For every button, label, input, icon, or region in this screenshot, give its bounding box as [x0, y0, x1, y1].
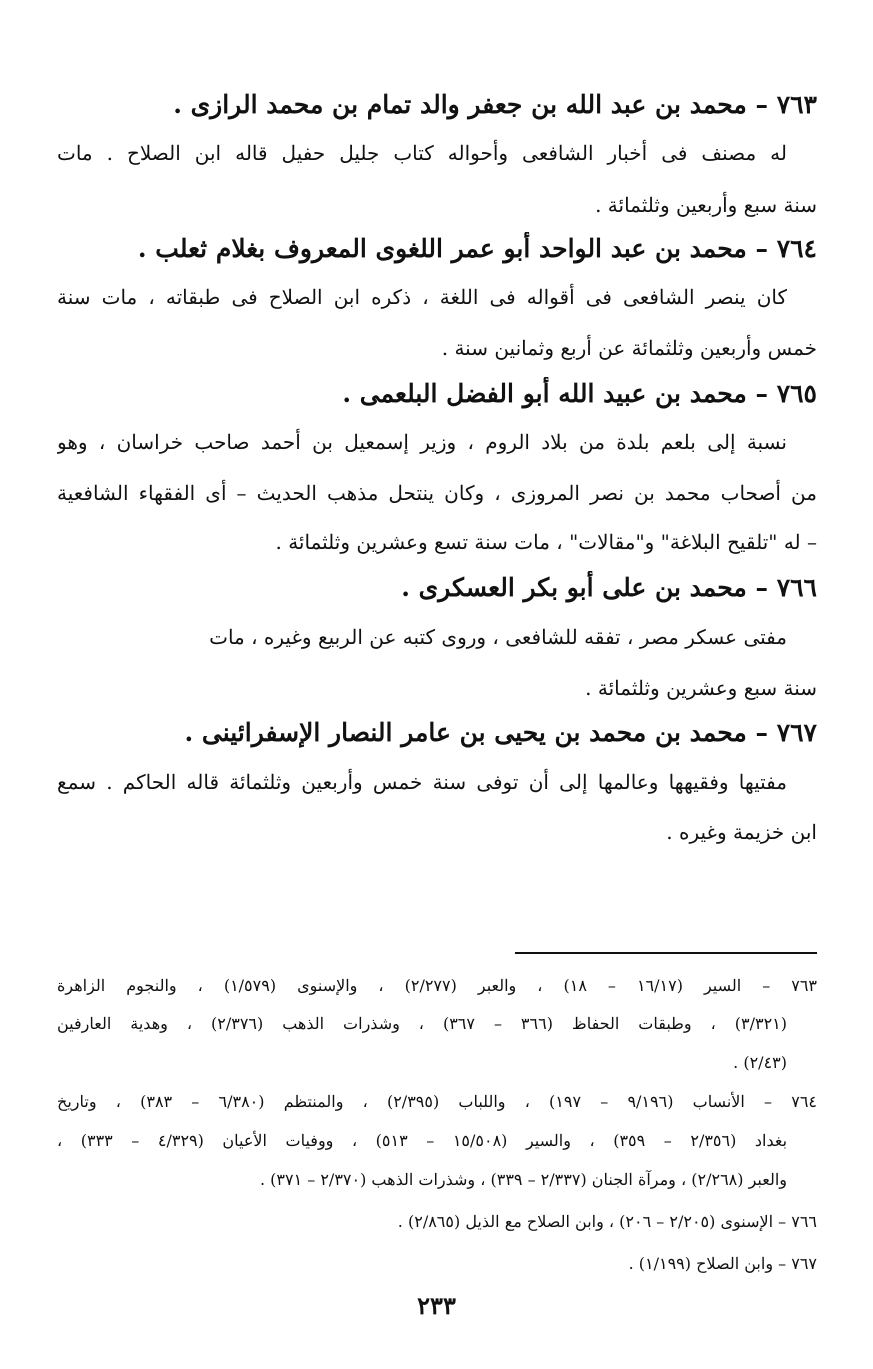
footnote-line: بغداد (٢/٣٥٦ – ٣٥٩) ، والسير (١٥/٥٠٨ – ٥١٣) ، ووفيات الأعيان (٤/٣٢٩ – ٣٣٣) ، — [57, 1131, 787, 1150]
entry-text-line: نسبة إلى بلعم بلدة من بلاد الروم ، وزير إسمعيل بن أحمد صاحب خراسان ، وهو — [57, 430, 787, 454]
page-number: ٢٣٣ — [417, 1291, 456, 1320]
footnote-line: ٧٦٦ – الإسنوى (٢/٢٠٥ – ٢٠٦) ، وابن الصلاح مع الذيل (٢/٨٦٥) . — [397, 1212, 817, 1231]
entry-text-line: من أصحاب محمد بن نصر المروزى ، وكان ينتحل مذهب الحديث – أى الفقهاء الشافعية — [57, 481, 817, 505]
footnote-line: ٧٦٧ – وابن الصلاح (١/١٩٩) . — [628, 1254, 817, 1273]
entry-text-line: خمس وأربعين وثلثمائة عن أربع وثمانين سنة . — [441, 336, 817, 360]
entry-text-line: كان ينصر الشافعى فى أقواله فى اللغة ، ذكره ابن الصلاح فى طبقاته ، مات سنة — [57, 285, 787, 309]
footnote-line: (٣/٣٢١) ، وطبقات الحفاظ (٣٦٦ – ٣٦٧) ، وشذرات الذهب (٢/٣٧٦) ، وهدية العارفين — [57, 1014, 787, 1033]
footnote-line: ٧٦٤ – الأنساب (٩/١٩٦ – ١٩٧) ، واللباب (٢/٣٩٥) ، والمنتظم (٦/٣٨٠ – ٣٨٣) ، وتاريخ — [57, 1092, 817, 1111]
entry-title: ٧٦٧ – محمد بن محمد بن يحيى بن عامر النصار الإسفرائينى . — [184, 718, 817, 747]
footnote-separator — [515, 952, 817, 954]
entry-title: ٧٦٦ – محمد بن على أبو بكر العسكرى . — [401, 573, 817, 602]
footnote-line: ٧٦٣ – السير (١٦/١٧ – ١٨) ، والعبر (٢/٢٧٧) ، والإسنوى (١/٥٧٩) ، والنجوم الزاهرة — [57, 976, 817, 995]
entry-text-line: سنة سبع وعشرين وثلثمائة . — [585, 676, 817, 700]
entry-text-line: له مصنف فى أخبار الشافعى وأحواله كتاب جليل حفيل قاله ابن الصلاح . مات — [57, 141, 787, 165]
entry-title: ٧٦٤ – محمد بن عبد الواحد أبو عمر اللغوى المعروف بغلام ثعلب . — [137, 234, 817, 263]
entry-text-line: مفتى عسكر مصر ، تفقه للشافعى ، وروى كتبه عن الربيع وغيره ، مات — [209, 625, 787, 649]
footnote-line: (٢/٤٣) . — [733, 1053, 787, 1072]
entry-title: ٧٦٥ – محمد بن عبيد الله أبو الفضل البلعمى . — [342, 379, 817, 408]
entry-text-line: سنة سبع وأربعين وثلثمائة . — [595, 193, 817, 217]
entry-text-line: – له "تلقيح البلاغة" و"مقالات" ، مات سنة تسع وعشرين وثلثمائة . — [275, 530, 817, 554]
entry-text-line: ابن خزيمة وغيره . — [666, 820, 817, 844]
entry-title: ٧٦٣ – محمد بن عبد الله بن جعفر والد تمام بن محمد الرازى . — [173, 90, 817, 119]
entry-text-line: مفتيها وفقيهها وعالمها إلى أن توفى سنة خمس وأربعين وثلثمائة قاله الحاكم . سمع — [57, 770, 787, 794]
footnote-line: والعبر (٢/٢٦٨) ، ومرآة الجنان (٢/٣٣٧ – ٣٣٩) ، وشذرات الذهب (٢/٣٧٠ – ٣٧١) . — [259, 1170, 787, 1189]
